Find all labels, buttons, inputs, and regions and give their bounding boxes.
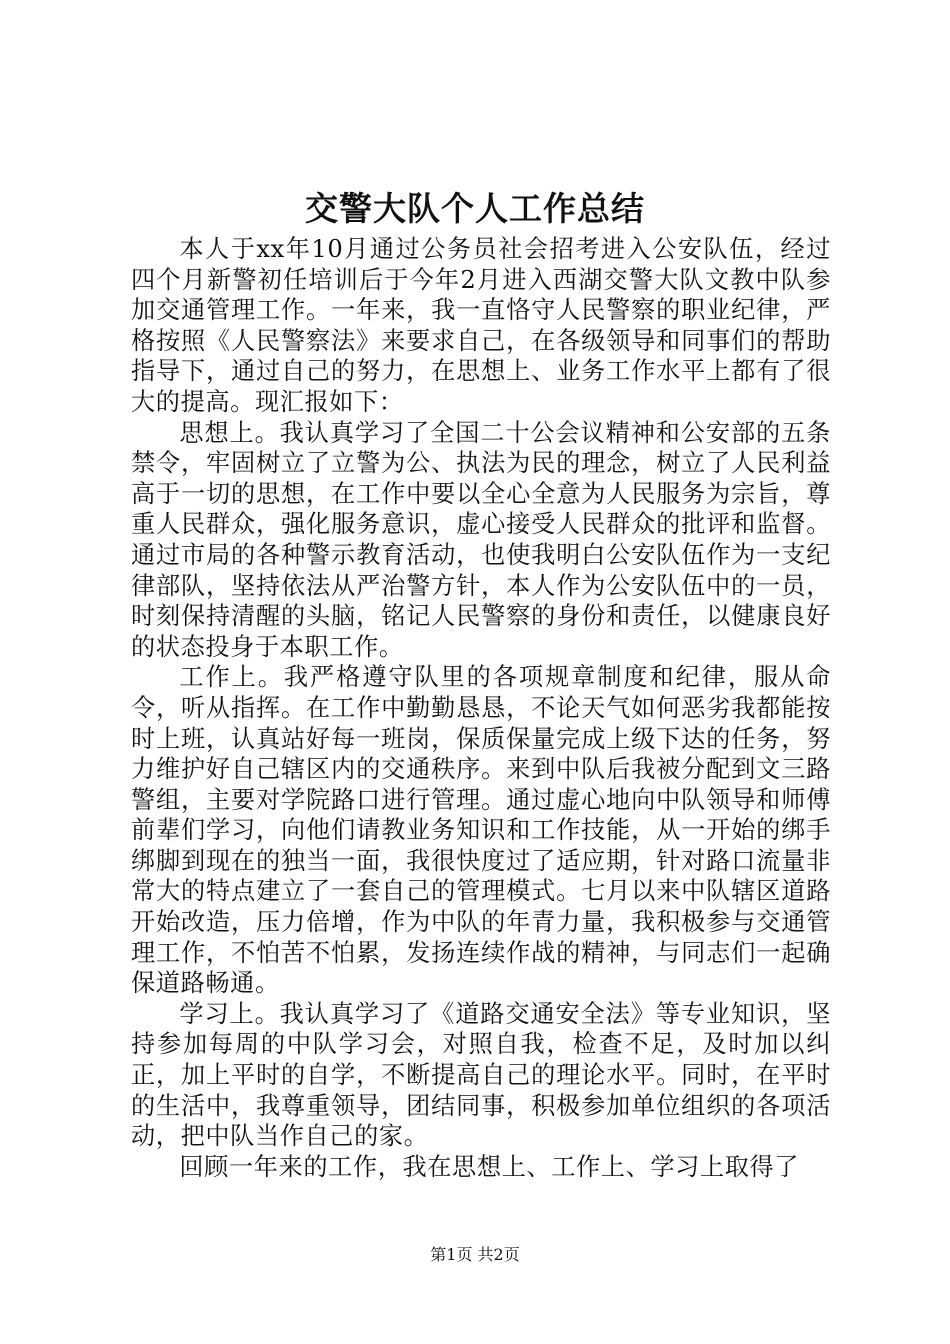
page-footer: 第1页 共2页 [430,1245,520,1264]
paragraph-study: 学习上。我认真学习了《道路交通安全法》等专业知识，坚持参加每周的中队学习会，对照自我，检查不足，及时加以纠正，加上平时的自学，不断提高自己的理论水平。同时，在平时的生活中，我尊重领导，团结同事，积极参加单位组织的各项活动，把中队当作自己的家。 [131,999,831,1151]
document-body [131,234,831,1182]
paragraph-thought: 思想上。我认真学习了全国二十公会议精神和公安部的五条禁令，牢固树立了立警为公、执法为民的理念，树立了人民利益高于一切的思想，在工作中要以全心全意为人民服务为宗旨，尊重人民群众，强化服务意识，虚心接受人民群众的批评和监督。通过市局的各种警示教育活动，也使我明白公安队伍作为一支纪律部队，坚持依法从严治警方针，本人作为公安队伍中的一员，时刻保持清醒的头脑，铭记人民警察的身份和责任，以健康良好的状态投身于本职工作。 [131,418,831,661]
paragraph-work: 工作上。我严格遵守队里的各项规章制度和纪律，服从命令，听从指挥。在工作中勤勤恳恳，不论天气如何恶劣我都能按时上班，认真站好每一班岗，保质保量完成上级下达的任务，努力维护好自己辖区内的交通秩序。来到中队后我被分配到文三路警组，主要对学院路口进行管理。通过虚心地向中队领导和师傅前辈们学习，向他们请教业务知识和工作技能，从一开始的绑手绑脚到现在的独当一面，我很快度过了适应期，针对路口流量非常大的特点建立了一套自己的管理模式。七月以来中队辖区道路开始改造，压力倍增，作为中队的年青力量，我积极参与交通管理工作，不怕苦不怕累，发扬连续作战的精神，与同志们一起确保道路畅通。 [131,663,831,998]
paragraph-review: 回顾一年来的工作，我在思想上、工作上、学习上取得了 [179,1152,800,1181]
document-title: 交警大队个人工作总结 [305,189,645,228]
paragraph-intro: 本人于xx年10月通过公务员社会招考进入公安队伍，经过四个月新警初任培训后于今年2月进入西湖交警大队文教中队参加交通管理工作。一年来，我一直恪守人民警察的职业纪律，严格按照《人民警察法》来要求自己，在各级领导和同事们的帮助指导下，通过自己的努力，在思想上、业务工作水平上都有了很大的提高。现汇报如下： [131,235,831,416]
